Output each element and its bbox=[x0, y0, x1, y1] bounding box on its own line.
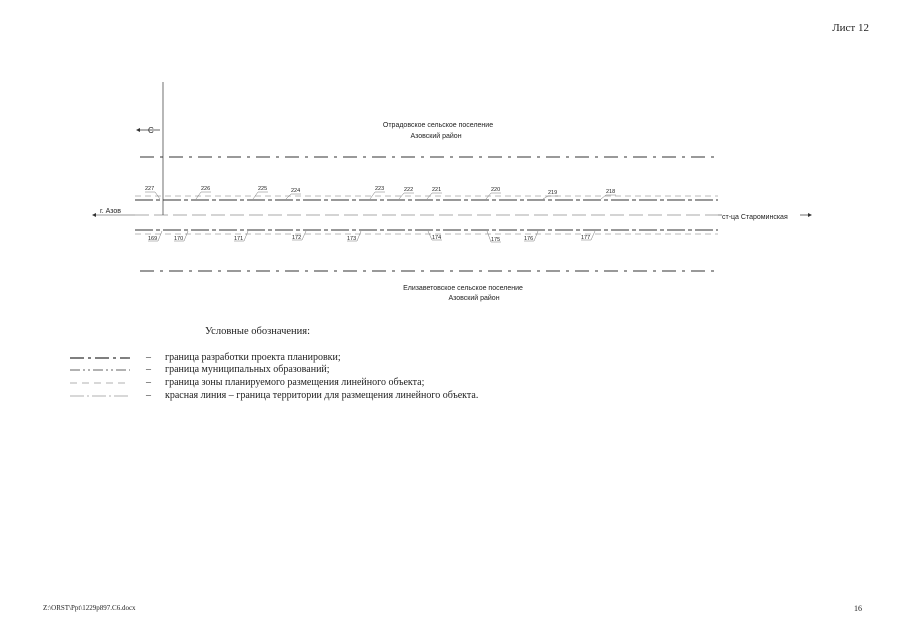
footer-file-path: Z:\ORST\Ppt\1229p897.C6.docx bbox=[43, 604, 136, 612]
legend-text: граница разработки проекта планировки; bbox=[165, 352, 341, 363]
parcel-label: 227 bbox=[145, 186, 155, 192]
top-parcel-leaders bbox=[145, 192, 616, 199]
legend-text: граница муниципальных образований; bbox=[165, 364, 330, 375]
north-label: С bbox=[148, 126, 154, 135]
parcel-label: 171 bbox=[234, 236, 244, 242]
parcel-label: 175 bbox=[491, 237, 501, 243]
north-district-label: Азовский район bbox=[410, 133, 462, 140]
north-settlement-label: Отрадовское сельское поселение bbox=[382, 122, 494, 129]
parcel-label: 218 bbox=[606, 189, 616, 195]
parcel-label: 224 bbox=[291, 188, 301, 194]
east-destination: ст-ца Староминская bbox=[722, 214, 788, 221]
south-settlement-label: Елизаветовское сельское поселение bbox=[403, 285, 523, 292]
footer-page-number: 16 bbox=[854, 604, 862, 613]
sheet-label: Лист 12 bbox=[832, 22, 869, 34]
legend-title: Условные обозначения: bbox=[205, 326, 311, 337]
legend-dash: – bbox=[146, 390, 151, 401]
parcel-label: 223 bbox=[375, 186, 385, 192]
parcel-label: 174 bbox=[432, 235, 442, 241]
parcel-label: 226 bbox=[201, 186, 211, 192]
parcel-label: 220 bbox=[491, 187, 501, 193]
east-arrow-head bbox=[808, 213, 812, 217]
parcel-label: 177 bbox=[581, 235, 591, 241]
parcel-label: 173 bbox=[347, 236, 357, 242]
parcel-label: 169 bbox=[148, 236, 158, 242]
south-district-label: Азовский район bbox=[448, 295, 500, 302]
parcel-label: 176 bbox=[524, 236, 534, 242]
west-arrow-head bbox=[92, 213, 96, 217]
north-arrow-head bbox=[136, 128, 140, 132]
parcel-label: 222 bbox=[404, 187, 414, 193]
legend-dash: – bbox=[146, 377, 151, 388]
legend-text: граница зоны планируемого размещения линейного объекта; bbox=[165, 377, 425, 388]
top-parcel-labels bbox=[145, 186, 615, 196]
west-destination: г. Азов bbox=[100, 208, 121, 215]
legend-dash: – bbox=[146, 364, 151, 375]
parcel-label: 221 bbox=[432, 187, 442, 193]
parcel-label: 219 bbox=[548, 190, 558, 196]
legend-dash: – bbox=[146, 352, 151, 363]
parcel-label: 170 bbox=[174, 236, 184, 242]
parcel-label: 172 bbox=[292, 235, 302, 241]
legend-text: красная линия – граница территории для размещения линейного объекта. bbox=[165, 390, 479, 401]
bottom-parcel-labels bbox=[148, 235, 590, 243]
parcel-label: 225 bbox=[258, 186, 268, 192]
